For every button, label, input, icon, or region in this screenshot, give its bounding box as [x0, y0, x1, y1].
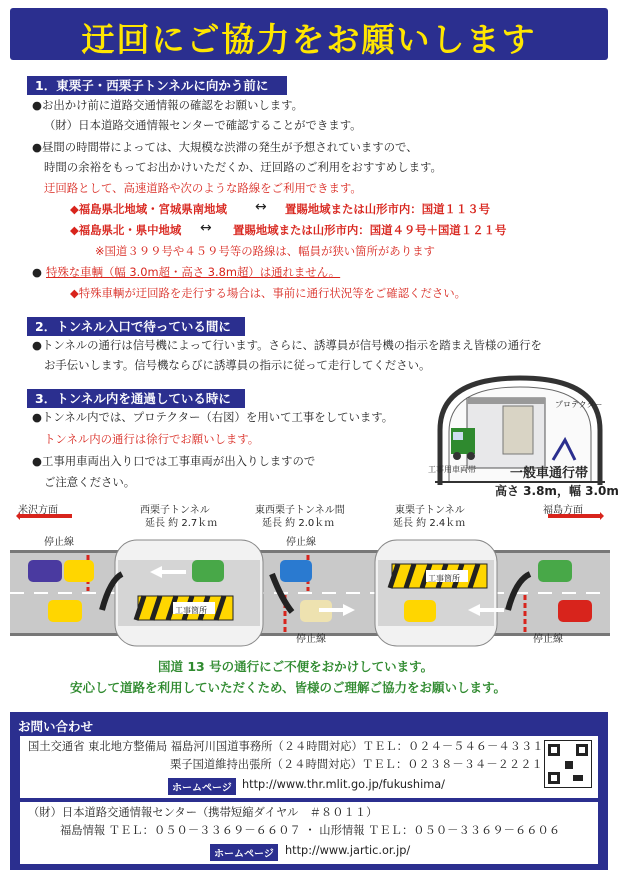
contact-header: お問い合わせ [18, 719, 94, 734]
right-direction-label: 福島方面 [543, 505, 583, 516]
car-icon [28, 560, 62, 582]
stop-line-label: 停止線 [44, 537, 74, 548]
office-contact: 国土交通省 東北地方整備局 福島河川国道事務所（２４時間対応）ＴＥＬ：０２４－５４６－４３３１ [28, 740, 544, 753]
car-icon [192, 560, 224, 582]
work-lane-label: 工事用車両帯 [428, 465, 476, 474]
route-note: ※国道３９９号や４５９号等の路線は、幅員が狭い箇所があります [95, 244, 435, 258]
stop-line-label: 停止線 [533, 634, 563, 645]
between-tunnels-length: 延長 約 2.0ｋｍ [262, 518, 335, 529]
arrow-icon: ↔ [255, 199, 267, 215]
title-banner [10, 8, 608, 60]
west-tunnel-length: 延長 約 2.7ｋｍ [145, 518, 218, 529]
homepage-label: ホームページ [168, 778, 236, 795]
east-tunnel-name: 東栗子トンネル [395, 505, 465, 516]
special-vehicle-notice: 特殊な車輌（幅 3.0m超・高さ 3.8m超）は通れません。 [46, 265, 341, 279]
s3-line3: ●工事用車両出入り口では工事車両が出入りしますので [32, 454, 316, 468]
east-tunnel-length: 延長 約 2.4ｋｍ [393, 518, 466, 529]
contact-box-2 [20, 802, 598, 864]
contact-panel [10, 712, 608, 870]
protector-label: プロテクター [555, 400, 603, 409]
west-tunnel-name: 西栗子トンネル [140, 505, 210, 516]
car-icon [558, 600, 592, 622]
car-icon [280, 560, 312, 582]
s2-line1: ●トンネルの通行は信号機によって行います。さらに、誘導員が信号機の指示を踏まえ皆様の通行を [32, 338, 542, 352]
work-site-label: 工事箇所 [175, 606, 207, 615]
route1-to: 置賜地域または山形市内：国道１１３号 [285, 202, 491, 216]
left-direction-label: 米沢方面 [18, 505, 58, 516]
branch-contact: 栗子国道維持出張所（２４時間対応）ＴＥＬ：０２３８－３４－２２２１ [170, 758, 543, 771]
page-title: 迂回にご協力をお願いします [81, 20, 537, 59]
s3-line2: トンネル内の通行は徐行でお願いします。 [44, 432, 260, 446]
general-lane-label: 一般車通行帯 [510, 466, 589, 481]
special-vehicle-note: ◆特殊車輌が迂回路を走行する場合は、事前に通行状況等をご確認ください。 [70, 286, 467, 300]
route1-from: ◆福島県北地域・宮城県南地域 [70, 202, 227, 216]
s2-line2: お手伝いします。信号機ならびに誘導員の指示に従って走行してください。 [44, 358, 431, 372]
car-icon [48, 600, 82, 622]
section1-header: 1．東栗子・西栗子トンネルに向かう前に [27, 76, 287, 95]
car-icon [538, 560, 572, 582]
stop-line-label: 停止線 [296, 634, 326, 645]
section3-header: 3．トンネル内を通過している時に [27, 389, 245, 408]
closing-line2: 安心して道路を利用していただくため、皆様のご理解ご協力をお願いします。 [70, 680, 507, 695]
s1-line4: 時間の余裕をもってお出かけいただくか、迂回路のご利用をおすすめします。 [44, 160, 442, 174]
s1-line3: ●昼間の時間帯によっては、大規模な渋滞の発生が予想されていますので、 [32, 140, 418, 154]
work-vehicle-icon [451, 428, 475, 454]
url-link-2[interactable]: http://www.jartic.or.jp/ [285, 844, 411, 857]
contact-box-1 [20, 736, 598, 798]
car-icon [64, 560, 94, 582]
car-icon [404, 600, 436, 622]
arrow-icon: ↔ [200, 220, 212, 236]
between-tunnels-name: 東西栗子トンネル間 [255, 505, 345, 516]
lane-size-label: 高さ 3.8m，幅 3.0m [495, 484, 619, 498]
route2-to: 置賜地域または山形市内：国道４９号＋国道１２１号 [233, 223, 507, 237]
s3-line1: ●トンネル内では、プロテクター（右図）を用いて工事をしています。 [32, 410, 394, 424]
route2-from: ◆福島県北・県中地域 [70, 223, 182, 237]
bullet-icon: ● [32, 265, 42, 279]
homepage-label: ホームページ [210, 844, 278, 861]
stop-line-label: 停止線 [286, 537, 316, 548]
section2-header: 2．トンネル入口で待っている間に [27, 317, 245, 336]
info-phone-numbers: 福島情報 ＴＥＬ：０５０－３３６９－６６０７ ・ 山形情報 ＴＥＬ：０５０－３３６９－６６０６ [60, 824, 561, 837]
s1-line5: 迂回路として、高速道路や次のような路線をご利用できます。 [44, 181, 362, 195]
url-link-1[interactable]: http://www.thr.mlit.go.jp/fukushima/ [242, 778, 445, 791]
work-site-label: 工事箇所 [428, 574, 460, 583]
closing-line1: 国道 13 号の通行にご不便をおかけしています。 [158, 659, 434, 674]
qr-code-icon [544, 740, 592, 788]
s1-line2: （財）日本道路交通情報センターで確認することができます。 [44, 118, 362, 132]
jartic-contact: （財）日本道路交通情報センター（携帯短縮ダイヤル ＃８０１１） [28, 806, 378, 819]
s3-line4: ご注意ください。 [44, 475, 136, 489]
s1-line1: ●お出かけ前に道路交通情報の確認をお願いします。 [32, 98, 304, 112]
